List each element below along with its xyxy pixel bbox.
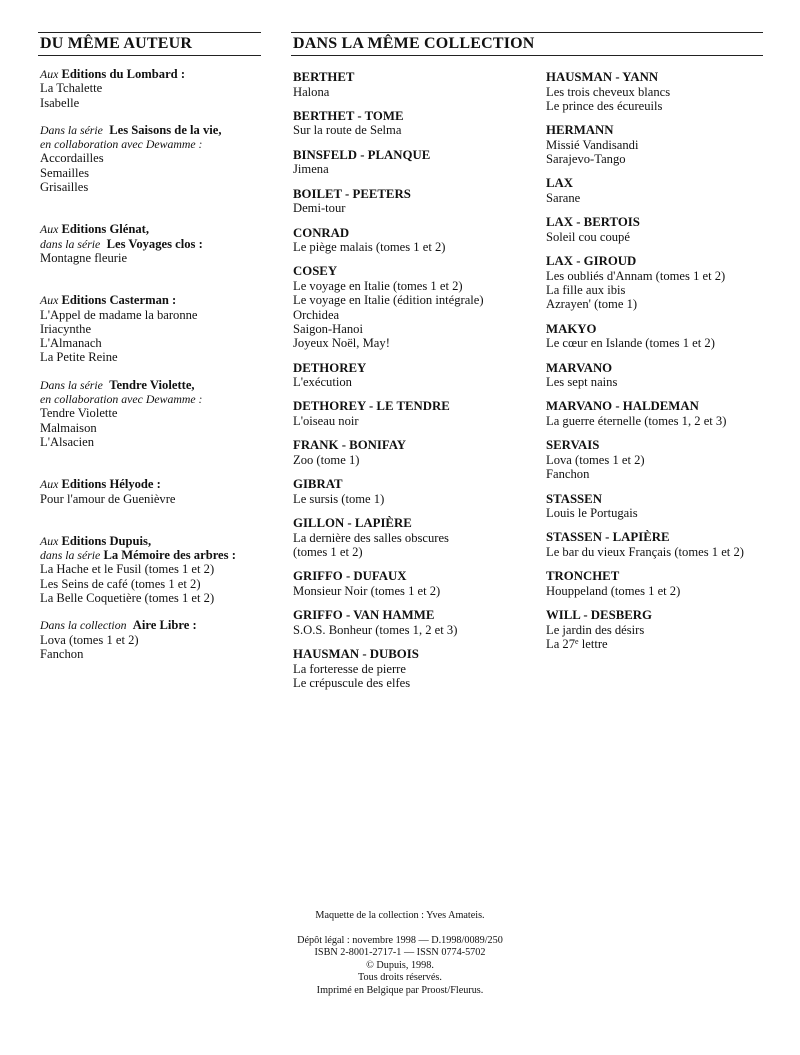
author-name: BERTHET - TOME: [293, 108, 404, 123]
collection-entry: [546, 438, 786, 481]
publisher-prefix: Aux: [40, 222, 59, 237]
collection-entry: [546, 215, 786, 244]
book-title: L'Almanach: [40, 336, 102, 351]
book-title: Missié Vandisandi: [546, 137, 639, 152]
collaboration-note: en collaboration avec Dewamme :: [40, 137, 203, 152]
rights-reserved-line: Tous droits réservés.: [358, 972, 442, 984]
author-name: LAX - BERTOIS: [546, 215, 640, 230]
author-name: HAUSMAN - DUBOIS: [293, 647, 419, 662]
book-title: La fille aux ibis: [546, 283, 626, 298]
publisher-prefix: Aux: [40, 293, 59, 308]
book-title: Iriacynthe: [40, 321, 92, 336]
book-title: La Belle Coquetière (tomes 1 et 2): [40, 591, 215, 606]
collection-column-left: [293, 70, 543, 700]
book-title: Fanchon: [546, 467, 590, 482]
du-meme-auteur-column: [40, 67, 270, 674]
author-name: COSEY: [293, 264, 338, 279]
copyright-line: © Dupuis, 1998.: [366, 959, 434, 971]
book-title: La guerre éternelle (tomes 1, 2 et 3): [546, 414, 727, 429]
book-title: Tendre Violette: [40, 406, 118, 421]
colophon: [230, 910, 570, 998]
book-title: La dernière des salles obscures: [293, 530, 449, 545]
series-block-saisons: [40, 123, 270, 194]
author-name: GIBRAT: [293, 477, 343, 492]
book-title: Les sept nains: [546, 375, 618, 390]
book-title: Accordailles: [40, 151, 104, 166]
layout-credit: Maquette de la collection : Yves Amateis.: [315, 910, 485, 921]
collection-entry: [546, 361, 786, 390]
author-name: DETHOREY - LE TENDRE: [293, 399, 450, 414]
book-title: Soleil cou coupé: [546, 229, 630, 244]
series-name: Tendre Violette,: [109, 377, 195, 392]
collaboration-note: en collaboration avec Dewamme :: [40, 392, 203, 407]
author-name: HAUSMAN - YANN: [546, 70, 659, 84]
series-prefix: Dans la série: [40, 122, 103, 137]
book-title: La Hache et le Fusil (tomes 1 et 2): [40, 562, 215, 577]
book-title: Les trois cheveux blancs: [546, 84, 671, 99]
book-title: L'exécution: [293, 375, 352, 390]
book-title: Sarajevo-Tango: [546, 152, 626, 167]
collection-entry: [293, 361, 543, 390]
series-prefix: Dans la série: [40, 377, 103, 392]
author-name: STASSEN - LAPIÈRE: [546, 530, 670, 545]
book-title: Le cœur en Islande (tomes 1 et 2): [546, 336, 715, 351]
book-title: Saigon-Hanoi: [293, 321, 363, 336]
book-title: Zoo (tome 1): [293, 452, 360, 467]
collection-entry: [293, 226, 543, 255]
author-name: HERMANN: [546, 123, 614, 138]
collection-entry: [293, 516, 543, 559]
collection-entry: [546, 530, 786, 559]
publisher-block-glenat: [40, 222, 270, 265]
author-name: BERTHET: [293, 70, 355, 84]
book-title: Le voyage en Italie (tomes 1 et 2): [293, 279, 463, 294]
publisher-block-dupuis: [40, 534, 270, 605]
book-title: Malmaison: [40, 420, 97, 435]
book-title: Grisailles: [40, 180, 89, 195]
book-title: Lova (tomes 1 et 2): [40, 632, 139, 647]
book-title: La Petite Reine: [40, 350, 118, 365]
book-title: Sarane: [546, 190, 581, 205]
book-title: Fanchon: [40, 646, 84, 661]
series-block-tendre-violette: [40, 378, 270, 449]
publisher-name: Editions Casterman :: [61, 293, 177, 308]
book-title: L'oiseau noir: [293, 414, 359, 429]
collection-column-right: [546, 70, 786, 661]
collection-entry: [546, 254, 786, 311]
series-prefix: dans la série: [40, 236, 101, 251]
book-title: Les oubliés d'Annam (tomes 1 et 2): [546, 268, 726, 283]
book-title: Le crépuscule des elfes: [293, 675, 411, 690]
series-name: Les Saisons de la vie,: [109, 122, 222, 137]
book-title: Jimena: [293, 162, 329, 177]
publisher-block-helyode: [40, 477, 270, 506]
book-title: Louis le Portugais: [546, 506, 638, 521]
book-title: L'Alsacien: [40, 434, 95, 449]
book-title: Pour l'amour de Guenièvre: [40, 491, 176, 506]
author-name: CONRAD: [293, 225, 350, 240]
collection-prefix: Dans la collection: [40, 618, 127, 633]
book-title: Semailles: [40, 165, 89, 180]
publisher-block-lombard: [40, 67, 270, 110]
legal-deposit-line: Dépôt légal : novembre 1998 — D.1998/0089/250: [297, 934, 503, 946]
collection-entry: [546, 569, 786, 598]
publisher-name: Editions du Lombard :: [61, 67, 186, 81]
book-title: La Tchalette: [40, 81, 103, 96]
series-prefix: dans la série: [40, 548, 101, 563]
publisher-name: Editions Dupuis,: [61, 533, 152, 548]
book-title: Monsieur Noir (tomes 1 et 2): [293, 583, 441, 598]
header-dans-la-meme-collection: DANS LA MÊME COLLECTION: [291, 32, 763, 56]
book-title: Le bar du vieux Français (tomes 1 et 2): [546, 544, 744, 559]
book-title: Lova (tomes 1 et 2): [546, 452, 645, 467]
author-name: DETHOREY: [293, 360, 367, 375]
collection-entry: [546, 70, 786, 113]
publisher-name: Editions Hélyode :: [61, 477, 161, 492]
collection-name: Aire Libre :: [132, 618, 197, 633]
publisher-prefix: Aux: [40, 67, 59, 81]
publisher-name: Editions Glénat,: [61, 222, 149, 237]
collection-entry: [293, 438, 543, 467]
author-name: GRIFFO - DUFAUX: [293, 569, 407, 584]
book-title: Demi-tour: [293, 201, 346, 216]
printer-line: Imprimé en Belgique par Proost/Fleurus.: [316, 984, 484, 996]
book-title: S.O.S. Bonheur (tomes 1, 2 et 3): [293, 622, 458, 637]
author-name: FRANK - BONIFAY: [293, 438, 407, 453]
book-title: La forteresse de pierre: [293, 661, 406, 676]
book-title: Le jardin des désirs: [546, 622, 645, 637]
collection-entry: [293, 477, 543, 506]
author-name: MAKYO: [546, 321, 597, 336]
book-title: Azrayen' (tome 1): [546, 297, 638, 312]
book-title: Houppeland (tomes 1 et 2): [546, 583, 681, 598]
collection-entry: [546, 176, 786, 205]
collection-entry: [293, 70, 543, 99]
book-title: Orchidea: [293, 307, 340, 322]
author-name: SERVAIS: [546, 438, 600, 453]
publisher-prefix: Aux: [40, 477, 59, 492]
book-title: Isabelle: [40, 95, 80, 110]
author-name: LAX - GIROUD: [546, 254, 637, 269]
book-title: Montagne fleurie: [40, 250, 128, 265]
collection-entry: [293, 608, 543, 637]
book-title: L'Appel de madame la baronne: [40, 307, 198, 322]
collection-entry: [293, 569, 543, 598]
book-title: Les Seins de café (tomes 1 et 2): [40, 576, 201, 591]
collection-entry: [293, 264, 543, 350]
collection-entry: [293, 187, 543, 216]
author-name: LAX: [546, 176, 574, 191]
publisher-prefix: Aux: [40, 533, 59, 548]
book-title: (tomes 1 et 2): [293, 544, 363, 559]
author-name: WILL - DESBERG: [546, 608, 652, 623]
collection-entry: [546, 123, 786, 166]
author-name: STASSEN: [546, 491, 602, 506]
isbn-issn-line: ISBN 2-8001-2717-1 — ISSN 0774-5702: [314, 947, 486, 959]
collection-entry: [546, 399, 786, 428]
collection-entry: [546, 608, 786, 651]
book-title: Le prince des écureuils: [546, 98, 663, 113]
collection-entry: [293, 647, 543, 690]
collection-entry: [293, 109, 543, 138]
collection-entry: [293, 148, 543, 177]
author-name: BOILET - PEETERS: [293, 186, 411, 201]
author-name: MARVANO: [546, 360, 613, 375]
author-name: GRIFFO - VAN HAMME: [293, 608, 435, 623]
publisher-block-casterman: [40, 293, 270, 364]
series-name: La Mémoire des arbres :: [103, 548, 236, 563]
author-name: TRONCHET: [546, 569, 620, 584]
author-name: MARVANO - HALDEMAN: [546, 399, 699, 414]
book-title: Le voyage en Italie (édition intégrale): [293, 293, 484, 308]
author-name: BINSFELD - PLANQUE: [293, 147, 431, 162]
collection-entry: [293, 399, 543, 428]
header-du-meme-auteur: DU MÊME AUTEUR: [38, 32, 261, 56]
author-name: GILLON - LAPIÈRE: [293, 516, 412, 531]
book-title: Sur la route de Selma: [293, 123, 402, 138]
book-title: Joyeux Noël, May!: [293, 336, 390, 351]
series-name: Les Voyages clos :: [106, 236, 203, 251]
book-title: Le sursis (tome 1): [293, 491, 385, 506]
book-title: Halona: [293, 84, 330, 99]
book-title: La 27e lettre: [546, 637, 608, 652]
collection-block-aire-libre: [40, 618, 270, 661]
collection-entry: [546, 492, 786, 521]
collection-entry: [546, 322, 786, 351]
book-title: Le piège malais (tomes 1 et 2): [293, 240, 446, 255]
